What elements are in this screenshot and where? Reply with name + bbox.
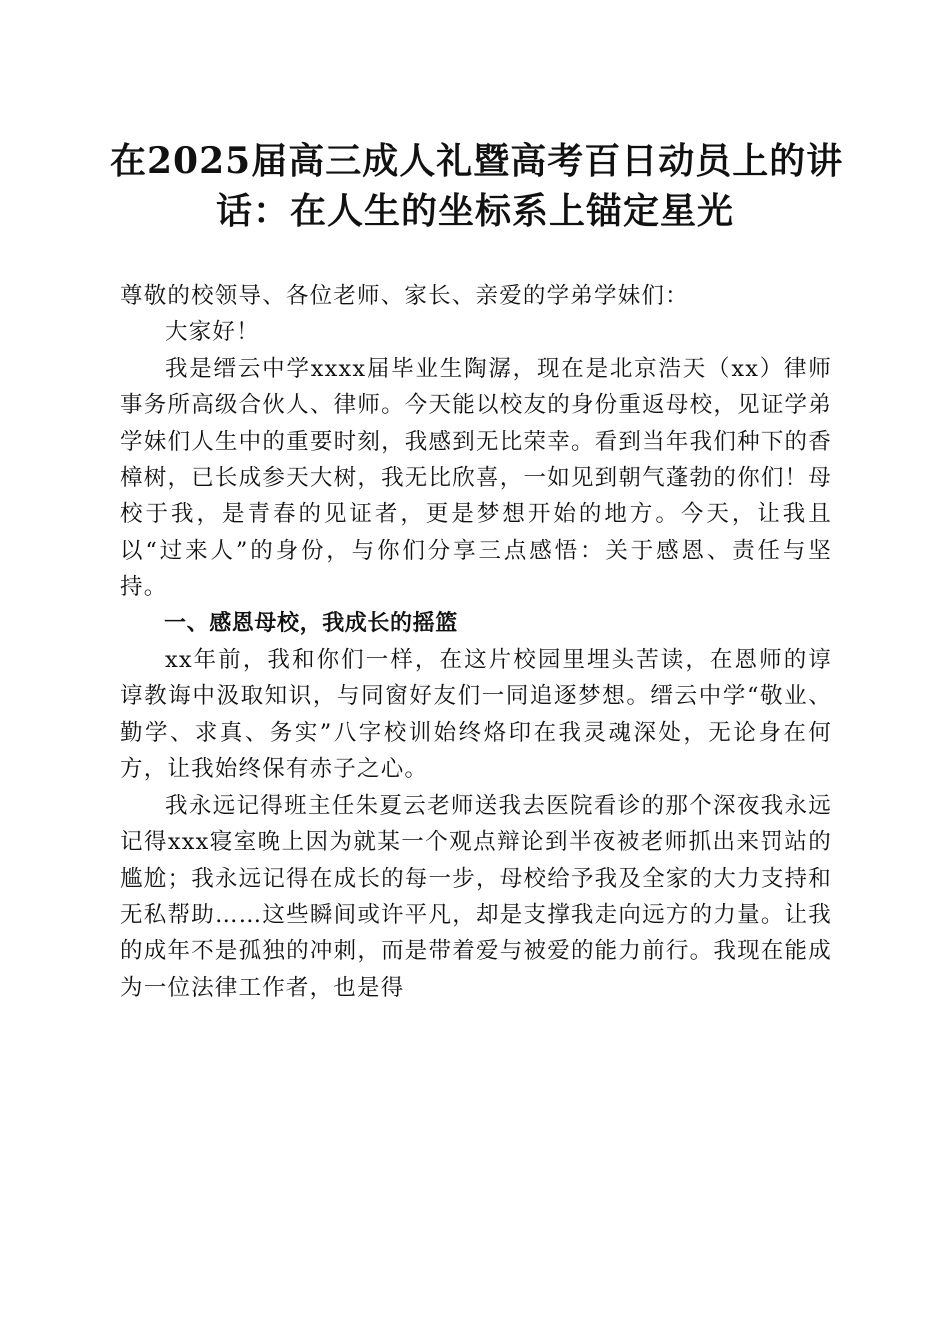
document-body	[120, 278, 832, 1006]
section-heading-1: 一、感恩母校，我成长的摇篮	[164, 610, 458, 636]
title-line-2: 话：在人生的坐标系上锚定星光	[215, 190, 734, 232]
greeting: 大家好！	[165, 319, 260, 346]
salutation: 尊敬的校领导、各位老师、家长、亲爱的学弟学妹们：	[120, 283, 689, 309]
section-1-paragraph-2: 我永远记得班主任朱夏云老师送我去医院看诊的那个深夜我永远记得xxx寝室晚上因为就某一个观点辩论到半夜被老师抓出来罚站的尴尬；我永远记得在成长的每一步，母校给予我及全家的大力支持和无私帮助……这些瞬间或许平凡，却是支撑我走向远方的力量。让我的成年不是孤独的冲刺，而是带着爱与被爱的能力前行。我现在能成为一位法律工作者，也是得	[120, 792, 832, 1001]
title-line-1: 在2025届高三成人礼暨高考百日动员上的讲	[110, 140, 844, 182]
section-1-paragraph-1: xx年前，我和你们一样，在这片校园里埋头苦读，在恩师的谆谆教诲中汲取知识，与同窗好友们一同追逐梦想。缙云中学“敬业、勤学、求真、务实”八字校训始终烙印在我灵魂深处，无论身在何方，让我始终保有赤子之心。	[120, 647, 832, 783]
document-title	[110, 136, 844, 236]
intro-paragraph: 我是缙云中学xxxx届毕业生陶潺，现在是北京浩天（xx）律师事务所高级合伙人、律师。今天能以校友的身份重返母校，见证学弟学妹们人生中的重要时刻，我感到无比荣幸。看到当年我们种下的香樟树，已长成参天大树，我无比欣喜，一如见到朝气蓬勃的你们！母校于我，是青春的见证者，更是梦想开始的地方。今天，让我且以“过来人”的身份，与你们分享三点感悟：关于感恩、责任与坚持。	[120, 355, 832, 601]
